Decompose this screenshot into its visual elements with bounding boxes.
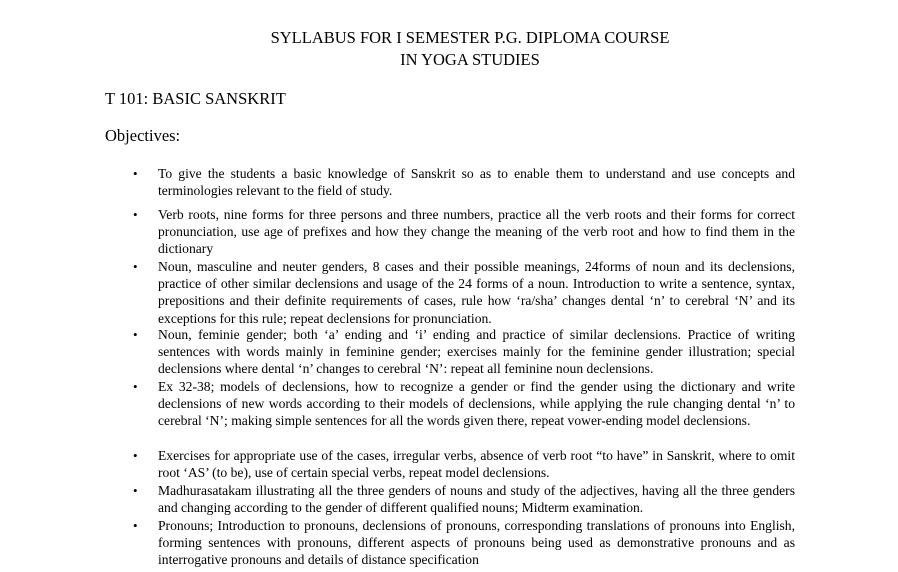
objective-text: Ex 32-38; models of declensions, how to recognize a gender or find the gender using the dictionary and write declensions of new words according to their models of declensions, while applying the rule changing dental ‘n’ to cerebral ‘N’; making simple sentences for all the words given there, repeat vower-ending model declensions. <box>158 379 795 429</box>
bullet-icon: • <box>133 207 138 222</box>
bullet-icon: • <box>133 448 138 463</box>
document-title-line-1: SYLLABUS FOR I SEMESTER P.G. DIPLOMA COURSE <box>270 28 670 47</box>
bullet-icon: • <box>133 483 138 498</box>
objective-item <box>133 165 795 199</box>
objective-item <box>133 482 795 516</box>
objective-text: To give the students a basic knowledge of Sanskrit so as to enable them to understand and use concepts and terminologies relevant to the field of study. <box>158 166 795 199</box>
objective-item <box>133 447 795 481</box>
bullet-icon: • <box>133 166 138 181</box>
course-heading: T 101: BASIC SANSKRIT <box>105 89 286 108</box>
objectives-heading: Objectives: <box>105 126 181 145</box>
objective-text: Verb roots, nine forms for three persons and three numbers, practice all the verb roots and their forms for correct pronunciation, use age of prefixes and how they change the meaning of the verb root and how to find them in the dictionary <box>158 207 795 257</box>
objective-item <box>133 258 795 327</box>
bullet-icon: • <box>133 518 138 533</box>
bullet-icon: • <box>133 327 138 342</box>
objective-item <box>133 517 795 569</box>
bullet-icon: • <box>133 259 138 274</box>
objective-text: Exercises for appropriate use of the cases, irregular verbs, absence of verb root “to have” in Sanskrit, where to omit root ‘AS’ (to be), use of certain special verbs, repeat model declensions. <box>158 448 795 481</box>
objective-item <box>133 378 795 430</box>
objective-item <box>133 326 795 378</box>
objective-text: Madhurasatakam illustrating all the three genders of nouns and study of the adjectives, having all the three genders and changing according to the gender of different qualified nouns; Midterm examination. <box>158 483 795 516</box>
objective-item <box>133 206 795 258</box>
objective-text: Noun, masculine and neuter genders, 8 cases and their possible meanings, 24forms of noun and its declensions, practice of other similar declensions and usage of the 24 forms of a noun. Introduction to write a sentence, syntax, prepositions and their definite requirements of cases, rule how ‘ra/sha’ changes dental ‘n’ to cerebral ‘N’ and its exceptions for this rule; repeat declensions for pronunciation. <box>158 259 795 326</box>
objective-text: Pronouns; Introduction to pronouns, declensions of pronouns, corresponding translations of pronouns into English, forming sentences with pronouns, different aspects of pronouns being used as demonstrative pronouns and as interrogative pronouns and details of distance specification <box>158 518 795 568</box>
objective-text: Noun, feminie gender; both ‘a’ ending and ‘i’ ending and practice of similar declensions. Practice of writing sentences with words mainly in feminine gender; exercises mainly for the feminine gender illustration; special declensions where dental ‘n’ changes to cerebral ‘N’: repeat all feminine noun declensions. <box>158 327 795 377</box>
bullet-icon: • <box>133 379 138 394</box>
document-title-line-2: IN YOGA STUDIES <box>400 50 540 69</box>
